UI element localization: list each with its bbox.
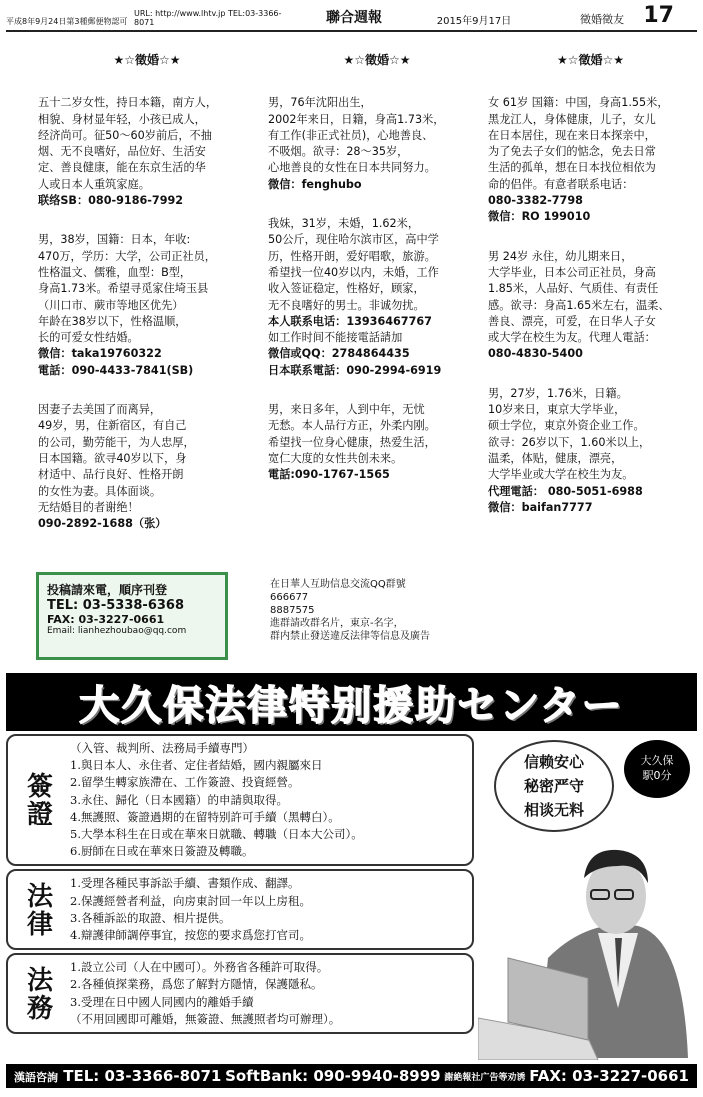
ad-contact: 微信：RO 199010	[488, 210, 591, 224]
service-category: 簽證	[22, 772, 53, 829]
service-item: 1.與日本人、永住者、定住者結婚，國内親屬來日	[70, 758, 323, 773]
ad-text-line: 49岁，男，住新宿区，有自己	[38, 419, 187, 433]
ad-contact: 代理電話： 080-5051-6988	[488, 484, 643, 498]
marriage-ad	[488, 95, 693, 225]
ad-text-line: 女 61岁 国籍：中国，身高1.55米，	[488, 96, 669, 110]
submission-email: Email: lianhezhoubao@qq.com	[47, 626, 187, 636]
ad-text-line: 材适中、品行良好、性格开朗	[38, 468, 184, 482]
slogan-line: 信赖安心	[523, 753, 584, 771]
page-footer	[6, 1064, 697, 1088]
marriage-ad	[38, 232, 256, 379]
ad-text-line: 我妹，31岁，未婚，1.62米，	[268, 217, 420, 231]
section-name: 徵婚徵友	[580, 13, 624, 26]
service-item: 3.永住、歸化（日本國籍）的申請與取得。	[70, 792, 288, 807]
ad-text-line: 大学毕业或大学在校生为友。	[488, 468, 634, 482]
qq-line: 進群請改群名片，東京-名字，	[270, 618, 404, 629]
ad-contact: 微信：baifan7777	[488, 500, 593, 514]
ad-text-line: 无结婚目的者谢绝！	[38, 500, 139, 514]
ad-contact: 電話：090-4433-7841(SB)	[38, 363, 194, 377]
ad-text-line: 希望找一位40岁以内，未婚，工作	[268, 265, 439, 279]
service-box	[6, 734, 474, 866]
marriage-ad	[268, 216, 486, 379]
ad-contact: 微信：fenghubo	[268, 177, 362, 191]
station-badge	[624, 740, 690, 798]
ad-text-line: 黑龙江人，身体健康，儿子，女儿	[488, 112, 656, 126]
column-title: ★☆徵婚☆★	[113, 53, 181, 67]
ads-column-2	[268, 52, 486, 507]
service-category: 法律	[22, 881, 53, 938]
ad-text-line: 有工作(非正式社员)，心地善良、	[268, 128, 434, 142]
ad-text-line: 或大学在校生为友。代理人電話：	[488, 331, 656, 345]
qq-line: 8887575	[270, 605, 315, 616]
marriage-ad	[488, 249, 693, 363]
service-item: 2.各種偵探業務，爲您了解對方隱情，保護隱私。	[70, 977, 323, 992]
ad-contact: 微信或QQ：2784864435	[268, 347, 410, 361]
service-item: （不用回國即可離婚，無簽證、無護照者均可辦理）。	[70, 1011, 341, 1026]
ad-text-line: 希望找一位身心健康，热爱生活，	[268, 435, 436, 449]
service-items	[68, 736, 365, 864]
ad-text-line: 长的可爱女性结婚。	[38, 331, 139, 345]
ad-text-line: 10岁来日，東京大学毕业，	[488, 403, 626, 417]
ad-text-line: 硕士学位，東京外资企业工作。	[488, 419, 645, 433]
ad-text-line: 心地善良的女性在日本共同努力。	[268, 161, 436, 175]
ad-text-line: 经济尚可。征50～60岁前后，不抽	[38, 128, 212, 142]
marriage-ad	[488, 386, 693, 516]
issue-date: 2015年9月17日	[436, 16, 512, 27]
law-center-banner	[6, 673, 697, 731]
businessman-laptop-photo	[478, 808, 690, 1060]
ad-text-line: 感。欲寻：身高1.65米左右，温柔、	[488, 298, 670, 312]
ad-text-line: 的公司，勤劳能干，为人忠厚，	[38, 435, 195, 449]
ad-text-line: 在日本居住，现在来日本探亲中，	[488, 128, 656, 142]
service-items	[68, 955, 342, 1032]
ad-text-line: 温柔，体贴，健康，漂亮，	[488, 451, 623, 465]
service-box	[6, 869, 474, 950]
ad-text-line: 相貌、身材显年轻，小孩已成人，	[38, 112, 206, 126]
ad-text-line: 男，76年沈阳出生，	[268, 96, 372, 110]
ad-contact: 本人联系电话：13936467767	[268, 314, 432, 328]
service-item: 4.無護照、簽證過期的在留特别許可手續（黑轉白）。	[70, 809, 340, 824]
ad-text-line: 五十二岁女性，持日本籍，南方人，	[38, 96, 218, 110]
ad-text-line: 470万，学历：大学，公司正社员，	[38, 249, 216, 263]
ad-text-line: 无不良嗜好的男士。非诚勿扰。	[268, 298, 425, 312]
station-distance: 駅0分	[642, 769, 672, 782]
service-item: 1.受理各種民事訴訟手續、書類作成、翻譯。	[70, 876, 300, 891]
submission-fax: FAX: 03-3227-0661	[47, 613, 165, 626]
service-item: 2.留學生轉家族滯在、工作簽證、投資經營。	[70, 775, 300, 790]
newspaper-name: 聯合週報	[326, 10, 382, 26]
ad-text-line: 命的侣伴。有意者联系电话：	[488, 177, 634, 191]
service-items	[68, 871, 313, 948]
ad-text-line: 日本国籍。欲寻40岁以下，身	[38, 451, 187, 465]
service-item: 3.受理在日中國人同國内的離婚手續	[70, 994, 254, 1009]
ad-text-line: 男，来日多年，人到中年，无忧	[268, 403, 425, 417]
ad-text-line: 人或日本人重筑家庭。	[38, 177, 150, 191]
page-header	[6, 3, 697, 32]
ad-text-line: 烟、无不良嗜好，品位好、生活安	[38, 145, 206, 159]
ad-text-line: 善良、漂亮，可爱，在日华人子女	[488, 314, 656, 328]
ad-contact: 微信：taka19760322	[38, 347, 162, 361]
submission-contact-box	[36, 572, 228, 660]
service-item: 4.辯護律師調停事宜，按您的要求爲您打官司。	[70, 928, 311, 943]
ad-contact: 联络SB：080-9186-7992	[38, 194, 184, 208]
services-list	[6, 734, 474, 1062]
service-item: 2.保護經營者利益，向房東討回一年以上房租。	[70, 893, 311, 908]
ad-contact: 080-3382-7798	[488, 194, 583, 208]
qq-line: 群内禁止發送違反法律等信息及廣告	[270, 631, 430, 642]
consult-label: 漢語咨詢	[14, 1071, 58, 1084]
ad-text-line: 因妻子去美国了而离异，	[38, 403, 162, 417]
column-title: ★☆徵婚☆★	[556, 53, 625, 67]
service-item: 3.各種訴訟的取證、相片提供。	[70, 910, 231, 925]
ad-text-line: 如工作时间不能接電話請加	[268, 331, 403, 345]
marriage-ad	[38, 95, 256, 209]
qq-line: 666677	[270, 592, 309, 603]
ad-text-line: 生活的孤单，想在日本找位相依为	[488, 161, 656, 175]
ad-text-line: 男 24岁 永住，幼儿期来日，	[488, 249, 633, 263]
service-box	[6, 953, 474, 1034]
slogan-line: 秘密严守	[523, 777, 584, 795]
service-item: （入管、裁判所、法務局手續専門）	[70, 741, 254, 755]
ad-text-line: 男，38岁，国籍：日本，年收:	[38, 233, 191, 247]
footer-fax: FAX: 03-3227-0661	[529, 1067, 689, 1085]
ad-text-line: 不吸烟。欲寻：28～35岁，	[268, 145, 409, 159]
qq-group-notice	[270, 578, 480, 643]
ad-text-line: 50公斤，现住哈尔滨市区，高中学	[268, 233, 439, 247]
ad-text-line: 为了免去子女们的惦念，免去日常	[488, 145, 656, 159]
ad-text-line: 定、善良健康，能在东京生活的华	[38, 161, 206, 175]
footer-tel: TEL: 03-3366-8071	[63, 1067, 222, 1085]
service-item: 6.厨師在日或在華來日簽證及轉職。	[70, 844, 254, 859]
ads-column-1	[38, 52, 256, 555]
footer-consult	[14, 1067, 221, 1085]
qq-line: 在日華人互助信息交流QQ群號	[270, 579, 406, 590]
ad-text-line: 收入签证稳定，性格好，顾家，	[268, 282, 425, 296]
ads-column-3	[488, 52, 693, 539]
service-category: 法務	[22, 965, 53, 1022]
ad-text-line: 宽仁大度的女性共创未来。	[268, 451, 403, 465]
column-title: ★☆徵婚☆★	[343, 53, 411, 67]
submission-note: 投稿請來電，順序刊登	[47, 583, 168, 597]
ad-text-line: 欲寻：26岁以下，1.60米以上，	[488, 435, 651, 449]
ad-text-line: 身高1.73米。希望寻觅家住埼玉县	[38, 282, 209, 296]
service-item: 5.大學本科生在日或在華來日就職、轉職（日本大公司）。	[70, 827, 363, 842]
marriage-ad	[268, 95, 486, 193]
page-number: 17	[643, 3, 674, 28]
ad-text-line: 男，27岁，1.76米，日籍。	[488, 386, 628, 400]
ad-text-line: 2002年来日，日籍，身高1.73米，	[268, 112, 445, 126]
ad-text-line: 历，性格开朗，爱好唱歌，旅游。	[268, 249, 436, 263]
ad-text-line: 年龄在38岁以下，性格温顺，	[38, 314, 187, 328]
ad-text-line: （川口市、蕨市等地区优先）	[38, 298, 184, 312]
marriage-ad	[268, 402, 486, 483]
footer-softbank: SoftBank: 090-9940-8999	[225, 1067, 441, 1085]
marriage-ad	[38, 402, 256, 532]
ad-text-line: 无愁。本人品行方正，外柔内刚。	[268, 419, 436, 433]
station-name: 大久保	[640, 754, 674, 767]
ad-contact: 電話:090-1767-1565	[268, 468, 390, 482]
ad-text-line: 1.85米，人品好、气质佳、有责任	[488, 282, 659, 296]
banner-title: 大久保法律特别援助センター	[79, 682, 624, 729]
ad-text-line: 性格温文、儒雅，血型：B型，	[38, 265, 192, 279]
service-item: 1.設立公司（人在中國可）。外務省各種許可取得。	[70, 960, 329, 975]
header-url: URL: http://www.lhtv.jp TEL:03-3366-8071	[134, 9, 282, 27]
ad-contact: 080-4830-5400	[488, 347, 583, 361]
slogan-line: 相谈无料	[523, 801, 584, 819]
footer-note: 謝絶報社广告等劝诱	[444, 1072, 526, 1083]
submission-tel: TEL: 03-5338-6368	[47, 598, 185, 613]
ad-text-line: 的女性为妻。具体面谈。	[38, 484, 162, 498]
postal-permit: 平成8年9月24日第3種郵便物認可	[6, 17, 128, 26]
ad-text-line: 大学毕业，日本公司正社员，身高	[488, 265, 656, 279]
ad-contact: 日本联系電話：090-2994-6919	[268, 363, 442, 377]
ad-contact: 090-2892-1688（张）	[38, 517, 167, 531]
